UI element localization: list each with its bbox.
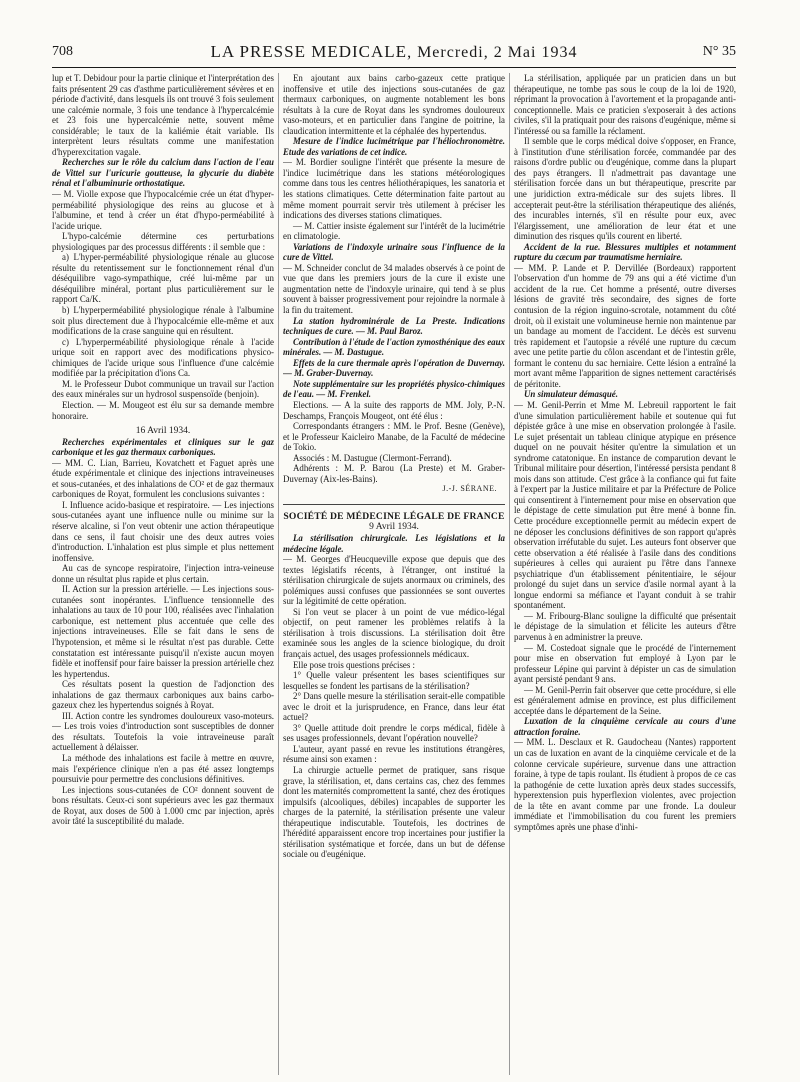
section-heading: Luxation de la cinquième cervicale au cours d'une attraction foraine. bbox=[514, 716, 736, 737]
section-heading: Variations de l'indoxyle urinaire sous l'influence de la cure de Vittel. bbox=[283, 241, 505, 263]
paragraph: — M. Cattier insiste également sur l'intérêt de la lucimétrie en climatologie. bbox=[283, 220, 505, 242]
paragraph: lup et T. Debidour pour la partie clinique et l'interprétation des faits présentent 29 cas d'asthme particulièrement sévères et en période d'activité, dans lesquels ils ont trouvé 3 fois seulement une calcémie normale, 3 fois une tendance à l'hypercalcémie et 23 fois une hypercalcémie nette, souvent même considérable; le taux de la kaliémie était variable. Ils interprètent leurs résultats comme une manifestation d'hyperexcitation vagale. bbox=[52, 73, 274, 157]
paragraph: III. Action contre les syndromes douloureux vaso-moteurs. — Les trois voies d'introduction sont susceptibles de donner des résultats. Toutefois la voie intraveineuse paraît actuellement à délaisser. bbox=[52, 710, 274, 753]
paragraph: Elle pose trois questions précises : bbox=[293, 659, 416, 670]
journal-name: LA PRESSE MEDICALE bbox=[210, 42, 408, 61]
paragraph: Elections. — A la suite des rapports de MM. Joly, P.-N. Deschamps, François Mougeot, ont été élus : bbox=[283, 399, 505, 421]
section-heading: La station hydrominérale de La Preste. Indications techniques de cure. — M. Paul Baroz. bbox=[283, 315, 505, 337]
paragraph: Ces résultats posent la question de l'adjonction des inhalations de gaz thermaux carboniques aux bains carbo-gazeux chez les hypertendus soignés à Royat. bbox=[52, 679, 274, 711]
header-rule bbox=[52, 67, 736, 68]
section-heading: Note supplémentaire sur les propriétés physico-chimiques de l'eau. — M. Frenkel. bbox=[283, 378, 505, 400]
paragraph: — M. Genil-Perrin fait observer que cette procédure, si elle est généralement admise en province, est plus difficilement acceptée dans le département de la Seine. bbox=[514, 684, 736, 716]
paragraph: En ajoutant aux bains carbo-gazeux cette pratique inoffensive et utile des injections sous-cutanées de gaz thermaux carboniques, on augmente notablement les bons résultats à la cure de Royat dans les syndromes douloureux vaso-moteurs, et en particulier dans l'angine de poitrine, la claudication intermittente et la céphalée des hypertendus. bbox=[283, 73, 505, 136]
page-header bbox=[52, 38, 736, 68]
paragraph: Associés : M. Dastugue (Clermont-Ferrand). bbox=[293, 452, 452, 463]
paragraph: c) L'hyperperméabilité physiologique rénale à l'acide urique soit en rapport avec des modifications physico-chimiques de l'acide urique sous l'influence d'une calcémie modifiée par la précipitation d'ions Ca. bbox=[52, 336, 274, 379]
paragraph: La stérilisation, appliquée par un praticien dans un but thérapeutique, ne tombe pas sous le coup de la loi de 1920, réprimant la provocation à l'avortement et la propagande anti-conceptionnelle. Mais ce praticien s'exposerait à des actions civiles, s'il la pratiquait pour des raisons d'eugénique, même si l'intéressé ou sa famille la réclament. bbox=[514, 73, 736, 136]
section-heading: Effets de la cure thermale après l'opération de Duvernay. — M. Graber-Duvernay. bbox=[283, 357, 505, 379]
column-divider bbox=[509, 73, 510, 1075]
spacer bbox=[283, 495, 505, 500]
section-heading: Recherches sur le rôle du calcium dans l'action de l'eau de Vittel sur l'uricurie goutteuse, la glycurie du diabète rénal et l'albuminurie orthostatique. bbox=[52, 157, 274, 189]
paragraph: La chirurgie actuelle permet de pratiquer, sans risque grave, la stérilisation, et, dans certains cas, chez des femmes dont les maternités compromettent la santé, chez des érotiques impulsifs (alcooliques, débiles) incapables de supporter les charges de la paternité, la stérilisation présente une valeur thérapeutique indiscutable. Toutefois, les doctrines de l'hérédité apparaissent encore trop incertaines pour justifier la stérilisation systématique et forcée, dans un but de défense sociale ou d'eugénique. bbox=[283, 765, 505, 860]
paragraph: — M. Violle expose que l'hypocalcémie crée un état d'hyper-perméabilité physiologique des reins au glucose et à l'albumine, et tend à créer un état d'hypo-perméabilité à l'acide urique. bbox=[52, 189, 274, 231]
society-heading: SOCIÉTÉ DE MÉDECINE LÉGALE DE FRANCE bbox=[283, 504, 505, 523]
header-title: LA PRESSE MEDICALE, Mercredi, 2 Mai 1934 bbox=[210, 42, 578, 61]
paragraph: — M. Schneider conclut de 34 malades observés à ce point de vue que dans les premiers jours de la cure il existe une augmentation nette de l'indoxyle urinaire, qui tend à se plus souvent à baisser progressivement pour rejoindre la normale à la fin du traitement. bbox=[283, 262, 505, 316]
paragraph: a) L'hyper-perméabilité physiologique rénale au glucose résulte du retentissement sur le fonctionnement rénal d'un déséquilibre vago-sympathique, créé lui-même par un déséquilibre minéral, portant plus particulièrement sur le rapport Ca/K. bbox=[52, 252, 274, 305]
paragraph: La méthode des inhalations est facile à mettre en œuvre, mais l'expérience clinique n'en a pas été assez longtemps poursuivie pour permettre des conclusions définitives. bbox=[52, 753, 274, 785]
section-heading: Recherches expérimentales et cliniques sur le gaz carbonique et les gaz thermaux carboniques. bbox=[52, 436, 274, 458]
section-heading: Un simulateur démasqué. bbox=[524, 389, 618, 400]
column-left bbox=[52, 73, 274, 1075]
paragraph: 2° Dans quelle mesure la stérilisation serait-elle compatible avec le droit et la jurisprudence, en France, dans leur état actuel? bbox=[283, 691, 505, 723]
paragraph: 1° Quelle valeur présentent les bases scientifiques sur lesquelles se fondent les partisans de la stérilisation? bbox=[283, 670, 505, 691]
section-heading: Accident de la rue. Blessures multiples et notamment rupture du cæcum par traumatisme herniaire. bbox=[514, 241, 736, 263]
paragraph: b) L'hyperperméabilité physiologique rénale à l'albumine soit plus directement due à l'hypocalcémie elle-même et aux modifications de la crase sanguine qui en résultent. bbox=[52, 305, 274, 337]
paragraph: II. Action sur la pression artérielle. — Les injections sous-cutanées sont inopérantes. L'influence tensionnelle des inhalations au taux de 10 pour 100, réalisées avec l'inhalation carbonique, est nettement plus accentuée que celle des injections intraveineuses. Elle se fait dans le sens de l'hypotension, et même si le résultat n'est pas durable. Cette constatation est intéressante puisqu'il n'existe aucun moyen fidèle et inoffensif pour faire baisser la pression artérielle chez les hypertendus. bbox=[52, 584, 274, 679]
section-heading: La stérilisation chirurgicale. Les législations et la médecine légale. bbox=[283, 532, 505, 554]
article-columns bbox=[52, 73, 736, 1075]
section-date: 9 Avril 1934. bbox=[369, 522, 419, 533]
section-date: 16 Avril 1934. bbox=[135, 426, 191, 437]
column-middle bbox=[283, 73, 505, 1075]
column-divider bbox=[278, 73, 279, 1075]
paragraph: Si l'on veut se placer à un point de vue médico-légal objectif, on peut ramener les problèmes relatifs à la stérilisation à trois discussions. La stérilisation doit être examinée sous les angles de la science biologique, du droit français actuel, des usages professionnels médicaux. bbox=[283, 606, 505, 659]
paragraph: — MM. L. Desclaux et R. Gaudocheau (Nantes) rapportent un cas de luxation en avant de la cinquième cervicale et de la colonne cervicale supérieure, survenue dans une attraction foraine, à type de tapis roulant. Ils étudient à propos de ce cas la pathogénie de cette luxation après deux stades successifs, hyperextension puis hyperflexion violentes, avec projection de la tête en avant comme par une fronde. La douleur immédiate et l'immobilisation du cou furent les premiers symptômes après une phase d'inhi- bbox=[514, 737, 736, 832]
paragraph: Adhérents : M. P. Barou (La Preste) et M. Graber-Duvernay (Aix-les-Bains). bbox=[283, 463, 505, 484]
paragraph: 3° Quelle attitude doit prendre le corps médical, fidèle à ses usages professionnels, devant l'opération nouvelle? bbox=[283, 722, 505, 744]
section-heading: Contribution à l'étude de l'action zymosthénique des eaux minérales. — M. Dastugue. bbox=[283, 336, 505, 358]
paragraph: I. Influence acido-basique et respiratoire. — Les injections sous-cutanées ayant une influence nulle ou minime sur la réserve alcaline, si l'on veut obtenir une action thérapeutique dans ce sens, il faut choisir une des deux autres voies d'introduction. L'inhalation est plus simple et plus nettement inoffensive. bbox=[52, 499, 274, 563]
column-right bbox=[514, 73, 736, 1075]
paragraph: Les injections sous-cutanées de CO² donnent souvent de bons résultats. Ceux-ci sont supérieurs avec les gaz thermaux de Royat, aux doses de 500 à 1.000 cmc par injection, après avoir tâté la susceptibilité du malade. bbox=[52, 784, 274, 827]
paragraph: — MM. P. Lande et P. Dervillée (Bordeaux) rapportent l'observation d'un homme de 79 ans qui a été victime d'un accident de la rue. Cet homme a présenté, outre diverses lésions de gravité très secondaire, des signes de forte contusion de la région inguino-scrotale, notamment du côté droit, où il existait une volumineuse hernie non maintenue par un bandage au moment de l'accident. Le décès est survenu très rapidement et l'autopsie a révélé une rupture du cæcum avec une petite partie du côlon ascendant et de l'intestin grêle, formant le contenu du sac herniaire. Cette lésion a entraîné la mort avant même l'apparition de signes nettement caractérisés de péritonite. bbox=[514, 262, 736, 389]
paragraph: — M. Costedoat signale que le procédé de l'internement pour mise en observation fut employé à Lyon par le professeur Lépine qui parvint à dépister un cas de simulation ayant persisté pendant 9 ans. bbox=[514, 642, 736, 685]
paragraph: — M. Bordier souligne l'intérêt que présente la mesure de l'indice lucimétrique dans les stations météorologiques comme dans tous les centres héliothérapiques, les sanatoria et les stations climatiques. Cette détermination faite partout au même moment pourrait servir très utilement à préciser les indications des diverses stations climatiques. bbox=[283, 157, 505, 221]
paragraph: Correspondants étrangers : MM. le Prof. Besne (Genève), et le Professeur Kaicleiro Manabe, de la Faculté de médecine de Tokio. bbox=[283, 421, 505, 453]
paragraph: — M. Fribourg-Blanc souligne la difficulté que présentait le dépistage de la simulation et félicite les auteurs d'être parvenus à en administrer la preuve. bbox=[514, 610, 736, 642]
paragraph: — M. Georges d'Heucqueville expose que depuis que des textes législatifs récents, à l'étranger, ont institué la stérilisation chirurgicale de sujets anormaux ou criminels, des polémiques aussi confuses que passionnées se sont ouvertes sur la légitimité de cette opération. bbox=[283, 554, 505, 607]
issue-number: N° 35 bbox=[702, 44, 736, 59]
paragraph: Il semble que le corps médical doive s'opposer, en France, à l'institution d'une stérilisation forcée, commandée par des raisons d'ordre public ou d'eugénique, comme dans la plupart des pays étrangers. Il n'admettrait pas davantage une stérilisation forcée dans un but thérapeutique, prescrite par une juridiction extra-médicale sur des sujets libres. Il accepterait peut-être la stérilisation thérapeutique des aliénés, des incurables internés, s'il en résulte pour eux, avec l'élargissement, une amélioration de leur état et une diminution des risques qu'ils courent en liberté. bbox=[514, 136, 736, 242]
paragraph: L'hypo-calcémie détermine ces perturbations physiologiques par des processus différents : il semble que : bbox=[52, 231, 274, 252]
paragraph: Au cas de syncope respiratoire, l'injection intra-veineuse donne un résultat plus rapide et plus certain. bbox=[52, 563, 274, 584]
issue-date: Mercredi, 2 Mai 1934 bbox=[417, 44, 578, 61]
paragraph: L'auteur, ayant passé en revue les institutions étrangères, résume ainsi son examen : bbox=[283, 743, 505, 765]
paragraph: — MM. C. Lian, Barrieu, Kovatchett et Faguet après une étude expérimentale et clinique des injections intraveineuses et sous-cutanées, et des inhalations de CO² et de gaz thermaux carboniques de Royat, formulent les conclusions suivantes : bbox=[52, 457, 274, 500]
page-number: 708 bbox=[52, 44, 73, 59]
section-heading: Mesure de l'indice lucimétrique par l'héliochronomètre. Etude des variations de cet indice. bbox=[283, 136, 505, 157]
paragraph: M. le Professeur Dubot communique un travail sur l'action des eaux minérales sur un hydrosol suspensoïde (benjoin). bbox=[52, 378, 274, 400]
paragraph: Election. — M. Mougeot est élu sur sa demande membre honoraire. bbox=[52, 399, 274, 421]
signature: J.-J. SÉRANE. bbox=[442, 484, 497, 494]
paragraph: — M. Genil-Perrin et Mme M. Lebreuil rapportent le fait d'une simulation particulièrement habile et soutenue qui fut dépistée grâce à une mise en observation prolongée à l'asile. Le sujet présentait un tableau clinique atypique en présence duquel on ne pouvait hésiter qu'entre la simulation et un syndrome catatonique. En instance de comparution devant le Tribunal militaire pour désertion, l'intéressé persista pendant 8 mois dans son attitude. C'est grâce à la confiance qui fut faite à l'expert par la Justice militaire et par la Préfecture de Police qui consentirent à l'internement pour mise en observation que le dépistage de cette simulation put être mené à bonne fin. Cette procédure exceptionnelle permit au médecin expert de ne déposer les conclusions définitives de son rapport qu'après observation irréfutable du sujet. Les auteurs font observer que cette observation a été réalisée à l'asile dans des conditions supérieures à celles qui auraient pu l'être dans l'annexe psychiatrique d'un établissement pénitentiaire, le séjour prolongé du sujet dans un service d'asile normal ayant à la longue endormi sa méfiance et l'ayant conduit à se trahir spontanément. bbox=[514, 399, 736, 611]
